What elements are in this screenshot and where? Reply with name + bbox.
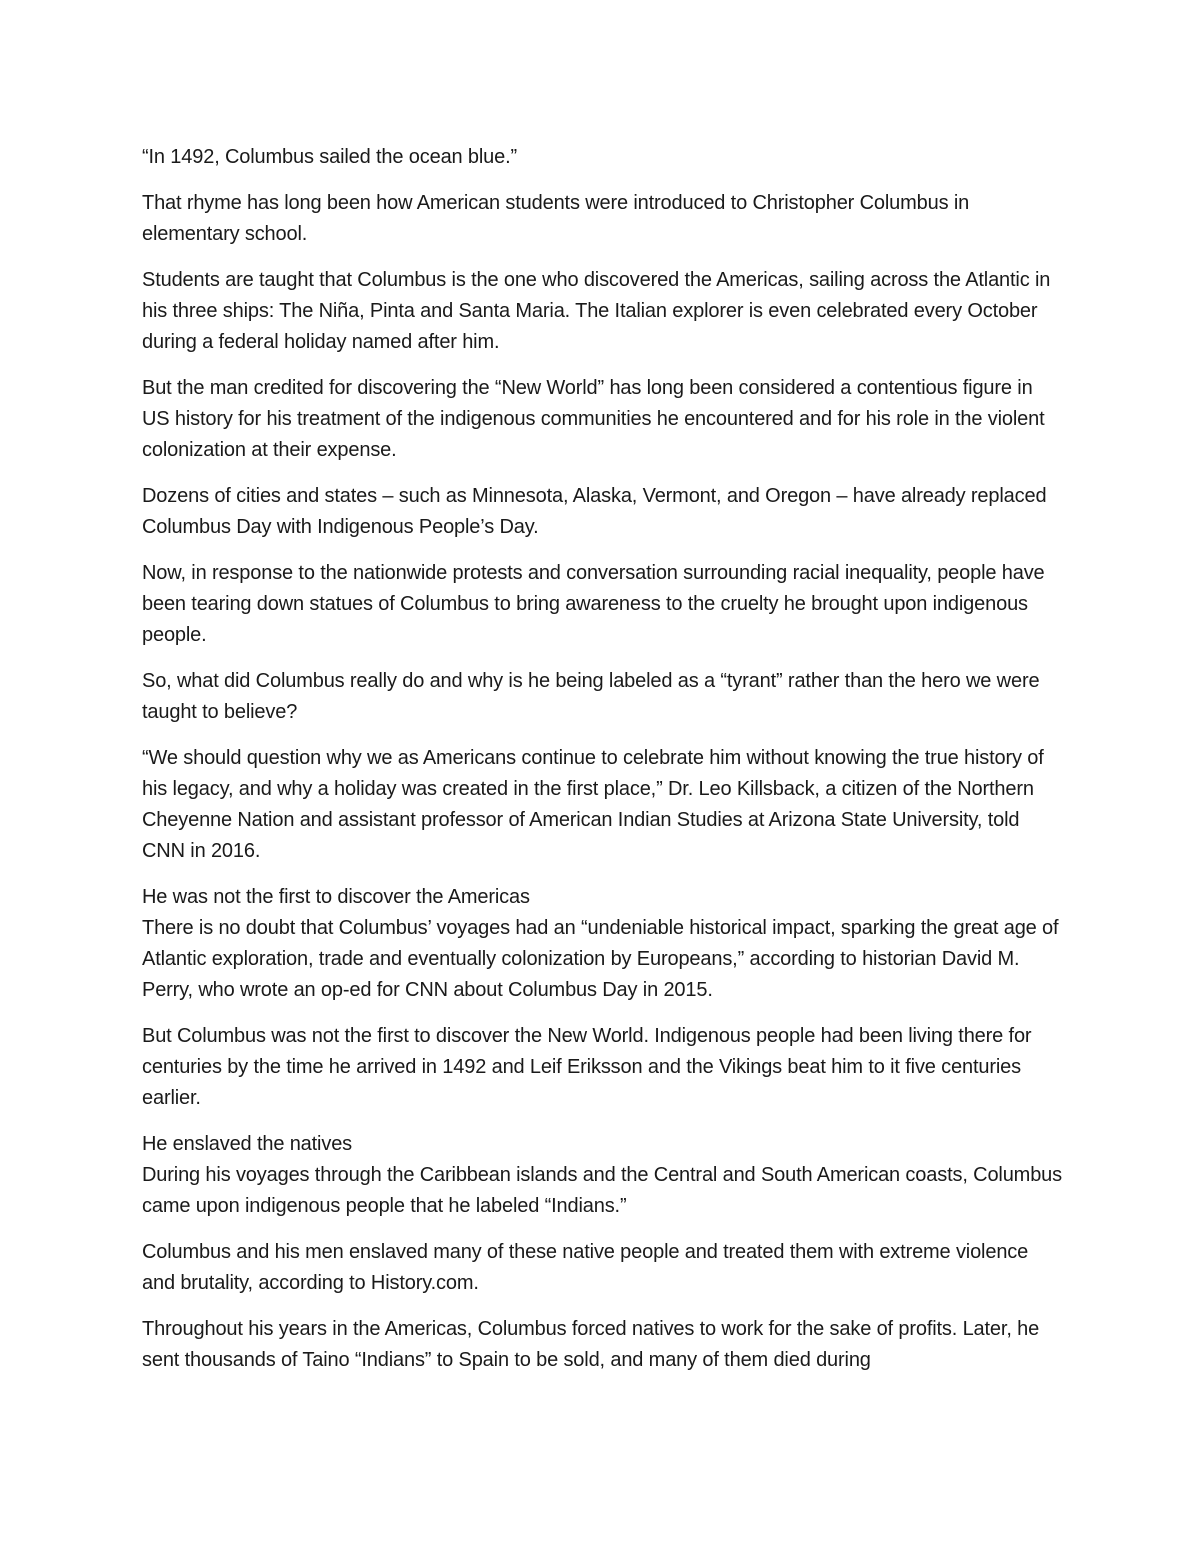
paragraph-1: “In 1492, Columbus sailed the ocean blue.” bbox=[142, 146, 518, 168]
section-heading-enslaved-natives: He enslaved the natives bbox=[142, 1133, 353, 1155]
section-heading-first-discovery: He was not the first to discover the Americas bbox=[142, 886, 530, 908]
section1-paragraph-2: But Columbus was not the first to discover the New World. Indigenous people had been living there for centuries by the time he arrived in 1492 and Leif Eriksson and the Vikings beat him to it five centuries earlier. bbox=[142, 1025, 1032, 1109]
paragraph-4: But the man credited for discovering the “New World” has long been considered a contentious figure in US history for his treatment of the indigenous communities he encountered and for his role in the violent colonization at their expense. bbox=[142, 377, 1045, 461]
paragraph-6: Now, in response to the nationwide protests and conversation surrounding racial inequality, people have been tearing down statues of Columbus to bring awareness to the cruelty he brought upon indigenous people. bbox=[142, 562, 1045, 646]
section1-paragraph-1: There is no doubt that Columbus’ voyages had an “undeniable historical impact, sparking the great age of Atlantic exploration, trade and eventually colonization by Europeans,” according to historian David M. Perry, who wrote an op-ed for CNN about Columbus Day in 2015. bbox=[142, 917, 1059, 1001]
paragraph-7: So, what did Columbus really do and why is he being labeled as a “tyrant” rather than the hero we were taught to believe? bbox=[142, 670, 1040, 723]
paragraph-8: “We should question why we as Americans continue to celebrate him without knowing the true history of his legacy, and why a holiday was created in the first place,” Dr. Leo Killsback, a citizen of the Northern Cheyenne Nation and assistant professor of American Indian Studies at Arizona State University, told CNN in 2016. bbox=[142, 747, 1044, 862]
paragraph-5: Dozens of cities and states – such as Minnesota, Alaska, Vermont, and Oregon – have already replaced Columbus Day with Indigenous People’s Day. bbox=[142, 485, 1047, 538]
paragraph-3: Students are taught that Columbus is the one who discovered the Americas, sailing across the Atlantic in his three ships: The Niña, Pinta and Santa Maria. The Italian explorer is even celebrated every October during a federal holiday named after him. bbox=[142, 269, 1051, 353]
paragraph-2: That rhyme has long been how American students were introduced to Christopher Columbus in elementary school. bbox=[142, 192, 970, 245]
section2-paragraph-2: Columbus and his men enslaved many of these native people and treated them with extreme violence and brutality, according to History.com. bbox=[142, 1241, 1029, 1294]
section2-paragraph-1: During his voyages through the Caribbean islands and the Central and South American coasts, Columbus came upon indigenous people that he labeled “Indians.” bbox=[142, 1164, 1062, 1217]
document-body bbox=[142, 142, 1062, 1391]
section2-paragraph-3: Throughout his years in the Americas, Columbus forced natives to work for the sake of profits. Later, he sent thousands of Taino “Indians” to Spain to be sold, and many of them died during bbox=[142, 1318, 1040, 1371]
